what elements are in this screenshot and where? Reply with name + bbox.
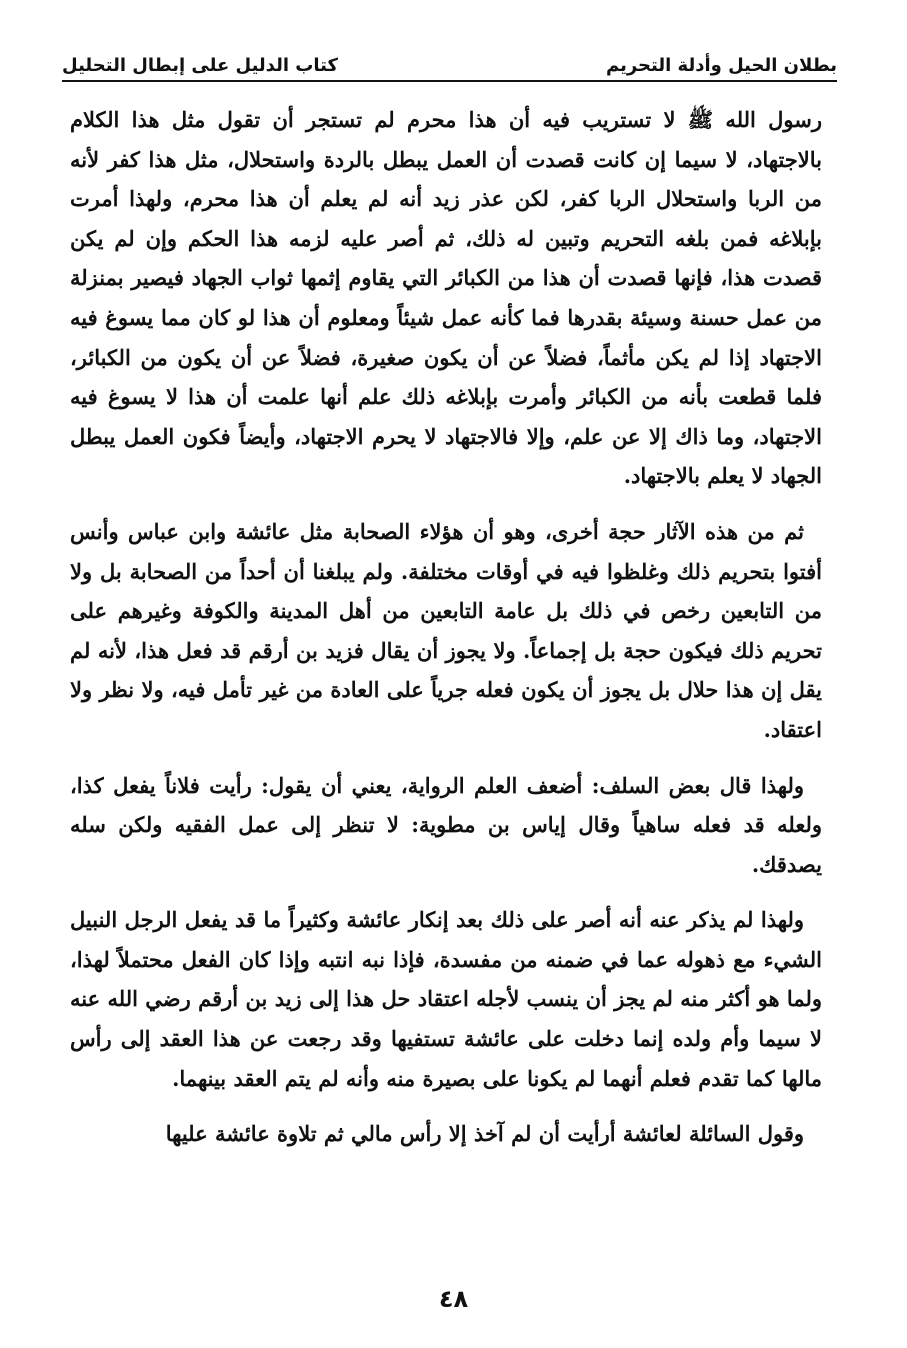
paragraph-2: ثم من هذه الآثار حجة أخرى، وهو أن هؤلاء الصحابة مثل عائشة وابن عباس وأنس أفتوا بتحريم ذلك وغلظوا فيه في أوقات مختلفة. ولم يبلغنا أن أحداً من الصحابة بل ولا من التابعين رخص في ذلك بل عامة التابعين من أهل المدينة والكوفة وغيرهم على تحريم ذلك فيكون حجة بل إجماعاً. ولا يجوز أن يقال فزيد بن أرقم قد فعل هذا، لأنه لم يقل إن هذا حلال بل يجوز أن يكون فعله جرياً على العادة من غير تأمل فيه، ولا نظر ولا اعتقاد. — [70, 518, 822, 742]
running-header — [62, 40, 837, 76]
header-chapter-title: بطلان الحيل وأدلة التحريم — [605, 55, 837, 76]
header-divider — [62, 80, 837, 82]
paragraph-5: وقول السائلة لعائشة أرأيت أن لم آخذ إلا رأس مالي ثم تلاوة عائشة عليها — [165, 1121, 804, 1147]
paragraph-1: رسول الله ﷺ لا تستريب فيه أن هذا محرم لم تستجر أن تقول مثل هذا الكلام بالاجتهاد، لا سيما إن كانت قصدت أن العمل يبطل بالردة واستحلال، مثل هذا كفر لأنه من الربا واستحلال الربا كفر، لكن عذر زيد أنه لم يعلم أن هذا محرم، ولهذا أمرت بإبلاغه فمن بلغه التحريم وتبين له ذلك، ثم أصر عليه لزمه هذا الحكم وإن لم يكن قصدت هذا، فإنها قصدت أن هذا من الكبائر التي يقاوم إثمها ثواب الجهاد فيصير بمنزلة من عمل حسنة وسيئة بقدرها فما كأنه عمل شيئاً ومعلوم أن هذا لو كان مما يسوغ فيه الاجتهاد إذا لم يكن مأثماً، فضلاً عن أن يكون صغيرة، فضلاً عن أن يكون من الكبائر، فلما قطعت بأنه من الكبائر وأمرت بإبلاغه ذلك علم أنها علمت أن هذا لا يسوغ فيه الاجتهاد، وما ذاك إلا عن علم، وإلا فالاجتهاد لا يحرم الاجتهاد، وأيضاً فكون العمل يبطل الجهاد لا يعلم بالاجتهاد. — [70, 107, 823, 489]
paragraph-4: ولهذا لم يذكر عنه أنه أصر على ذلك بعد إنكار عائشة وكثيراً ما قد يفعل الرجل النبيل الشيء مع ذهوله عما في ضمنه من مفسدة، فإذا نبه انتبه وإذا كان الفعل محتملاً لهذا، ولما هو أكثر منه لم يجز أن ينسب لأجله اعتقاد حل هذا إلى زيد بن أرقم رضي الله عنه لا سيما وأم ولده إنما دخلت على عائشة تستفيها وقد رجعت عن هذا العقد إلى رأس مالها كما تقدم فعلم أنهما لم يكونا على بصيرة منه وأنه لم يتم العقد بينهما. — [70, 907, 822, 1091]
header-book-title: كتاب الدليل على إبطال التحليل — [62, 55, 338, 76]
main-text — [70, 100, 822, 1154]
page-number: ٤٨ — [438, 1285, 469, 1313]
paragraph-3: ولهذا قال بعض السلف: أضعف العلم الرواية، يعني أن يقول: رأيت فلاناً يفعل كذا، ولعله قد فعله ساهياً وقال إياس بن مطوية: لا تنظر إلى عمل الفقيه ولكن سله يصدقك. — [70, 772, 822, 877]
